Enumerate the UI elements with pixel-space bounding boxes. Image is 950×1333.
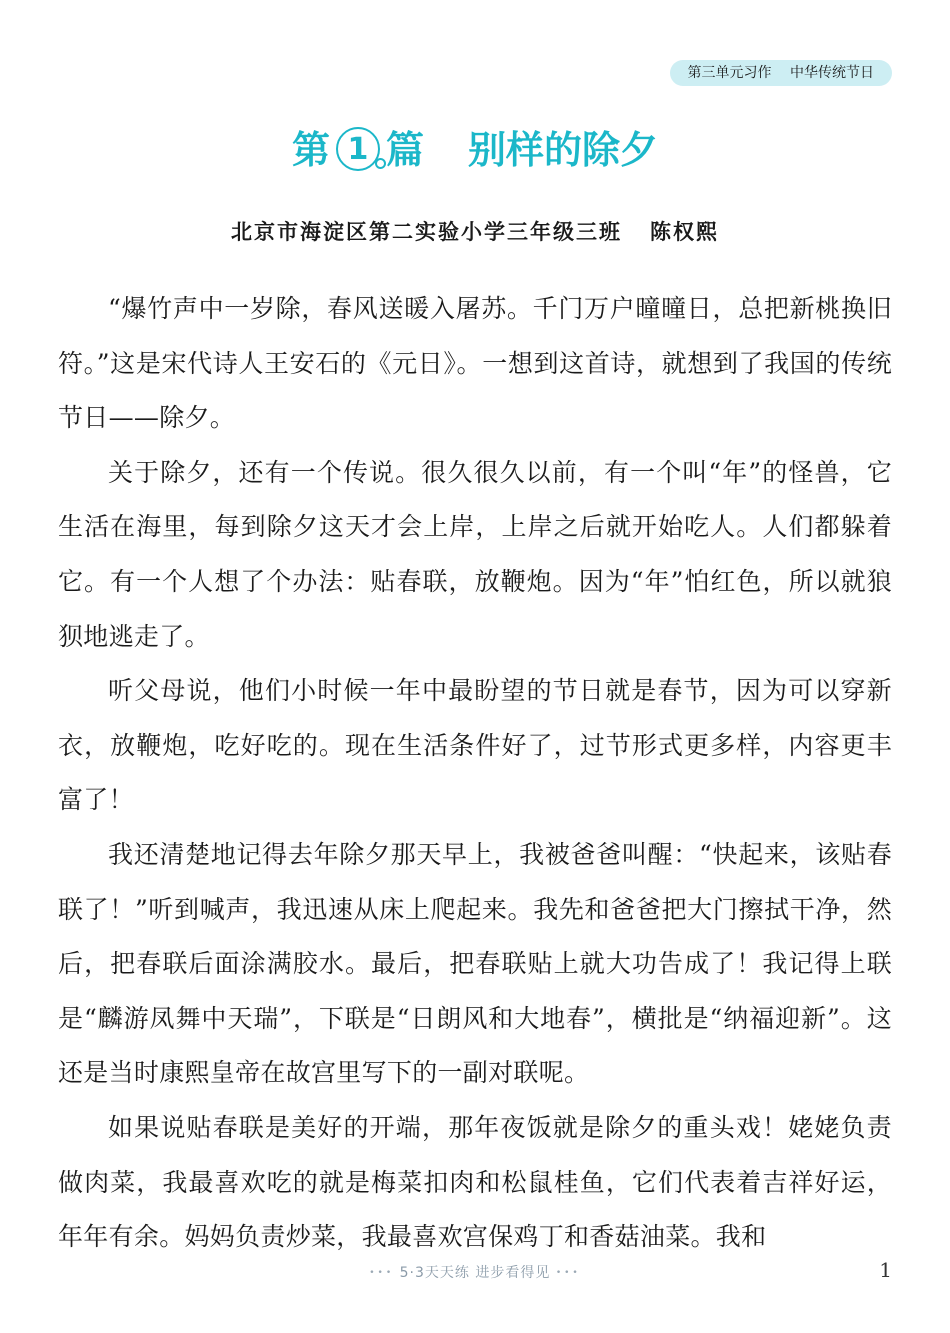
paragraph: 关于除夕，还有一个传说。很久很久以前，有一个叫“年”的怪兽，它生活在海里，每到除夕这天才会上岸，上岸之后就开始吃人。人们都躲着它。有一个人想了个办法：贴春联，放鞭炮。因为“年”怕红色，所以就狼狈地逃走了。 xyxy=(58,457,892,651)
circle-dot-icon xyxy=(375,158,386,169)
stars-right-icon: ••• xyxy=(555,1268,581,1278)
school-name: 北京市海淀区第二实验小学三年级三班 xyxy=(231,219,622,244)
title-prefix: 第 xyxy=(291,128,330,172)
unit-label: 第三单元习作 xyxy=(687,65,772,81)
page-number: 1 xyxy=(879,1258,892,1282)
paragraph: “爆竹声中一岁除，春风送暖入屠苏。千门万户曈曈日，总把新桃换旧符。”这是宋代诗人王安石的《元日》。一想到这首诗，就想到了我国的传统节日——除夕。 xyxy=(58,294,892,433)
article-number: 1 xyxy=(347,132,369,167)
unit-badge xyxy=(670,60,892,86)
article-body xyxy=(58,282,892,1265)
byline xyxy=(0,216,950,246)
article-title xyxy=(0,120,950,180)
title-suffix: 篇 xyxy=(385,128,424,172)
article-number-badge xyxy=(336,127,380,171)
paragraph: 我还清楚地记得去年除夕那天早上，我被爸爸叫醒：“快起来，该贴春联了！”听到喊声，我迅速从床上爬起来。我先和爸爸把大门擦拭干净，然后，把春联后面涂满胶水。最后，把春联贴上就大功告成了！我记得上联是“麟游凤舞中天瑞”，下联是“日朗风和大地春”，横批是“纳福迎新”。这还是当时康熙皇帝在故宫里写下的一副对联呢。 xyxy=(58,839,892,1088)
author-name: 陈权熙 xyxy=(650,219,719,244)
slogan-text: 5·3天天练 进步看得见 xyxy=(399,1265,551,1281)
footer-slogan xyxy=(0,1262,950,1282)
topic-label: 中华传统节日 xyxy=(790,65,874,81)
stars-left-icon: ••• xyxy=(369,1268,395,1278)
paragraph: 如果说贴春联是美好的开端，那年夜饭就是除夕的重头戏！姥姥负责做肉菜，我最喜欢吃的就是梅菜扣肉和松鼠桂鱼，它们代表着吉祥好运，年年有余。妈妈负责炒菜，我最喜欢宫保鸡丁和香菇油菜。我和 xyxy=(58,1112,892,1252)
paragraph: 听父母说，他们小时候一年中最盼望的节日就是春节，因为可以穿新衣，放鞭炮，吃好吃的。现在生活条件好了，过节形式更多样，内容更丰富了！ xyxy=(58,676,892,815)
title-text: 别样的除夕 xyxy=(468,128,659,172)
